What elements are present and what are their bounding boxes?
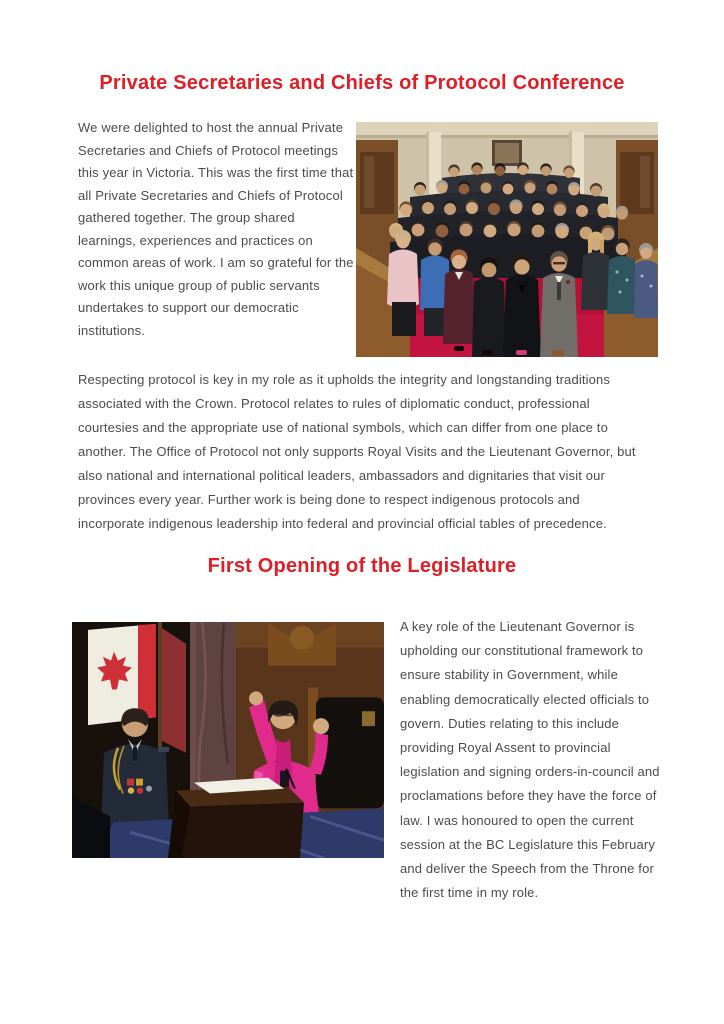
group-photo-illustration — [356, 122, 658, 357]
paragraph-protocol-intro: We were delighted to host the annual Private Secretaries and Chiefs of Protocol meetings this year in Victoria. This was the first time that all Private Secretaries and Chiefs of Protocol gathered together. The group shared learnings, experiences and practices on common areas of work. I am so grateful for the work this unique group of public servants undertakes to support our democratic institutions. — [78, 120, 354, 338]
legislature-opening-photo — [72, 622, 384, 858]
group-photo-protocol-conference — [356, 122, 658, 357]
section-title-protocol-conference: Private Secretaries and Chiefs of Protocol Conference — [99, 72, 625, 94]
paragraph-protocol-body: Respecting protocol is key in my role as it upholds the integrity and longstanding traditions associated with the Crown. Protocol relates to rules of diplomatic conduct, professional courtesies and the appropriate use of national symbols, which can differ from one place to another. The Office of Protocol not only supports Royal Visits and the Lieutenant Governor, but also national and international political leaders, ambassadors and dignitaries that visit our provinces every year. Further work is being done to respect indigenous protocols and incorporate indigenous leadership into federal and provincial official tables of precedence. — [78, 372, 636, 531]
paragraph-legislature-body: A key role of the Lieutenant Governor is upholding our constitutional framework to ensure stability in Government, while enabling democratically elected officials to govern. Duties relating to this include providing Royal Assent to provincial legislation and signing orders-in-council and proclamations before they have the force of law. I was honoured to open the current session at the BC Legislature this February and deliver the Speech from the Throne for the first time in my role. — [400, 619, 660, 901]
section-title-legislature-opening: First Opening of the Legislature — [207, 555, 517, 577]
legislature-photo-illustration — [72, 622, 384, 858]
